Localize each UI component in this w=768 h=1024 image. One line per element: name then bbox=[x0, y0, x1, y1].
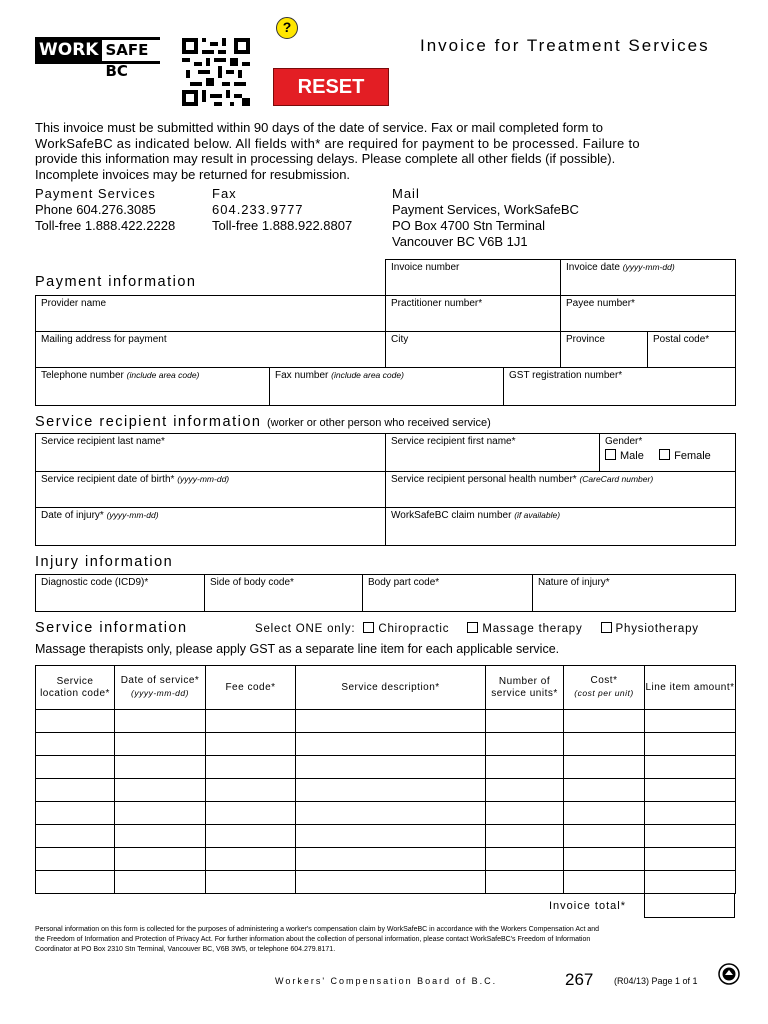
recipient-heading: Service recipient information (worker or other person who received service) bbox=[35, 414, 491, 430]
intro-text: This invoice must be submitted within 90 days of the date of service. Fax or mail completed form to WorkSafeBC as indicated below. All fields with* are required for payment to be processed. Failure to provide this information may result in processing delays. Please complete all other fields (if possible). Incomplete invoices may be returned for resubmission. bbox=[35, 120, 640, 182]
privacy-notice: Personal information on this form is collected for the purposes of administering a worker's compensation claim by WorkSafeBC in accordance with the Workers Compensation Act and the Freedom of Information and Protection of Privacy Act. For further information about the collection of personal information, please contact WorkSafeBC's Freedom of Information Coordinator at PO Box 2310 Stn Terminal, Vancouver BC, V6B 3W5, or telephone 604.279.8171. bbox=[35, 926, 600, 953]
table-row[interactable] bbox=[36, 802, 736, 825]
payment-services-contact: Payment Services Phone 604.276.3085 Toll-free 1.888.422.2228 bbox=[35, 186, 176, 233]
revision-page: (R04/13) Page 1 of 1 bbox=[614, 976, 698, 986]
mailing-address-field[interactable]: Mailing address for payment bbox=[36, 332, 386, 368]
injury-table bbox=[35, 574, 736, 612]
recipient-first-name-field[interactable]: Service recipient first name* bbox=[386, 434, 600, 472]
invoice-info-table bbox=[385, 259, 736, 296]
col-service-units: Number of service units* bbox=[486, 666, 564, 710]
table-row[interactable] bbox=[36, 710, 736, 733]
gst-number-field[interactable]: GST registration number* bbox=[504, 368, 736, 406]
body-part-field[interactable]: Body part code* bbox=[363, 575, 533, 612]
gender-field: Gender* Male Female bbox=[600, 434, 736, 472]
col-service-description: Service description* bbox=[296, 666, 486, 710]
form-title: Invoice for Treatment Services bbox=[420, 36, 710, 55]
phone-table bbox=[35, 367, 736, 406]
recycle-icon bbox=[718, 963, 740, 985]
table-row[interactable] bbox=[36, 825, 736, 848]
injury-date-field[interactable]: Date of injury* (yyyy-mm-dd) bbox=[36, 508, 386, 546]
invoice-number-field[interactable]: Invoice number bbox=[386, 260, 561, 296]
recipient-table bbox=[35, 433, 736, 546]
service-type-select: Select ONE only: Chiropractic Massage therapy Physiotherapy bbox=[255, 623, 699, 635]
board-name: Workers' Compensation Board of B.C. bbox=[275, 976, 498, 986]
recipient-phn-field[interactable]: Service recipient personal health number* (CareCard number) bbox=[386, 472, 736, 508]
massage-therapy-checkbox[interactable] bbox=[467, 622, 478, 633]
practitioner-number-field[interactable]: Practitioner number* bbox=[386, 296, 561, 332]
injury-heading: Injury information bbox=[35, 554, 174, 570]
table-row[interactable] bbox=[36, 733, 736, 756]
table-row[interactable] bbox=[36, 756, 736, 779]
payment-heading: Payment information bbox=[35, 274, 197, 290]
col-location-code: Service location code* bbox=[36, 666, 115, 710]
help-button[interactable]: ? bbox=[276, 17, 298, 39]
worksafebc-logo: WORK SAFE BC bbox=[35, 37, 160, 64]
city-field[interactable]: City bbox=[386, 332, 561, 368]
qr-code-icon bbox=[182, 38, 250, 106]
provider-table bbox=[35, 295, 736, 332]
payee-number-field[interactable]: Payee number* bbox=[561, 296, 736, 332]
address-table bbox=[35, 331, 736, 368]
telephone-field[interactable]: Telephone number (include area code) bbox=[36, 368, 270, 406]
reset-button[interactable]: RESET bbox=[273, 68, 389, 106]
table-row[interactable] bbox=[36, 848, 736, 871]
province-field[interactable]: Province bbox=[561, 332, 648, 368]
line-items-table bbox=[35, 665, 736, 894]
claim-number-field[interactable]: WorkSafeBC claim number (if available) bbox=[386, 508, 736, 546]
physiotherapy-checkbox[interactable] bbox=[601, 622, 612, 633]
col-fee-code: Fee code* bbox=[206, 666, 296, 710]
mail-contact: Mail Payment Services, WorkSafeBC PO Box 4700 Stn Terminal Vancouver BC V6B 1J1 bbox=[392, 186, 579, 249]
diagnostic-code-field[interactable]: Diagnostic code (ICD9)* bbox=[36, 575, 205, 612]
col-date-of-service: Date of service* (yyyy-mm-dd) bbox=[115, 666, 206, 710]
female-checkbox[interactable] bbox=[659, 449, 670, 460]
table-row[interactable] bbox=[36, 779, 736, 802]
col-line-amount: Line item amount* bbox=[645, 666, 736, 710]
nature-of-injury-field[interactable]: Nature of injury* bbox=[533, 575, 736, 612]
fax-contact: Fax 604.233.9777 Toll-free 1.888.922.8807 bbox=[212, 186, 353, 233]
postal-code-field[interactable]: Postal code* bbox=[648, 332, 736, 368]
invoice-total-field[interactable] bbox=[644, 893, 735, 918]
provider-name-field[interactable]: Provider name bbox=[36, 296, 386, 332]
service-heading: Service information bbox=[35, 620, 188, 636]
col-cost: Cost* (cost per unit) bbox=[564, 666, 645, 710]
recipient-dob-field[interactable]: Service recipient date of birth* (yyyy-mm-dd) bbox=[36, 472, 386, 508]
gst-note: Massage therapists only, please apply GST as a separate line item for each applicable service. bbox=[35, 642, 560, 656]
invoice-total-label: Invoice total* bbox=[549, 900, 626, 912]
male-checkbox[interactable] bbox=[605, 449, 616, 460]
invoice-date-field[interactable]: Invoice date (yyyy-mm-dd) bbox=[561, 260, 736, 296]
chiropractic-checkbox[interactable] bbox=[363, 622, 374, 633]
fax-number-field[interactable]: Fax number (include area code) bbox=[270, 368, 504, 406]
table-row[interactable] bbox=[36, 871, 736, 894]
form-number: 267 bbox=[565, 970, 594, 989]
recipient-last-name-field[interactable]: Service recipient last name* bbox=[36, 434, 386, 472]
side-of-body-field[interactable]: Side of body code* bbox=[205, 575, 363, 612]
